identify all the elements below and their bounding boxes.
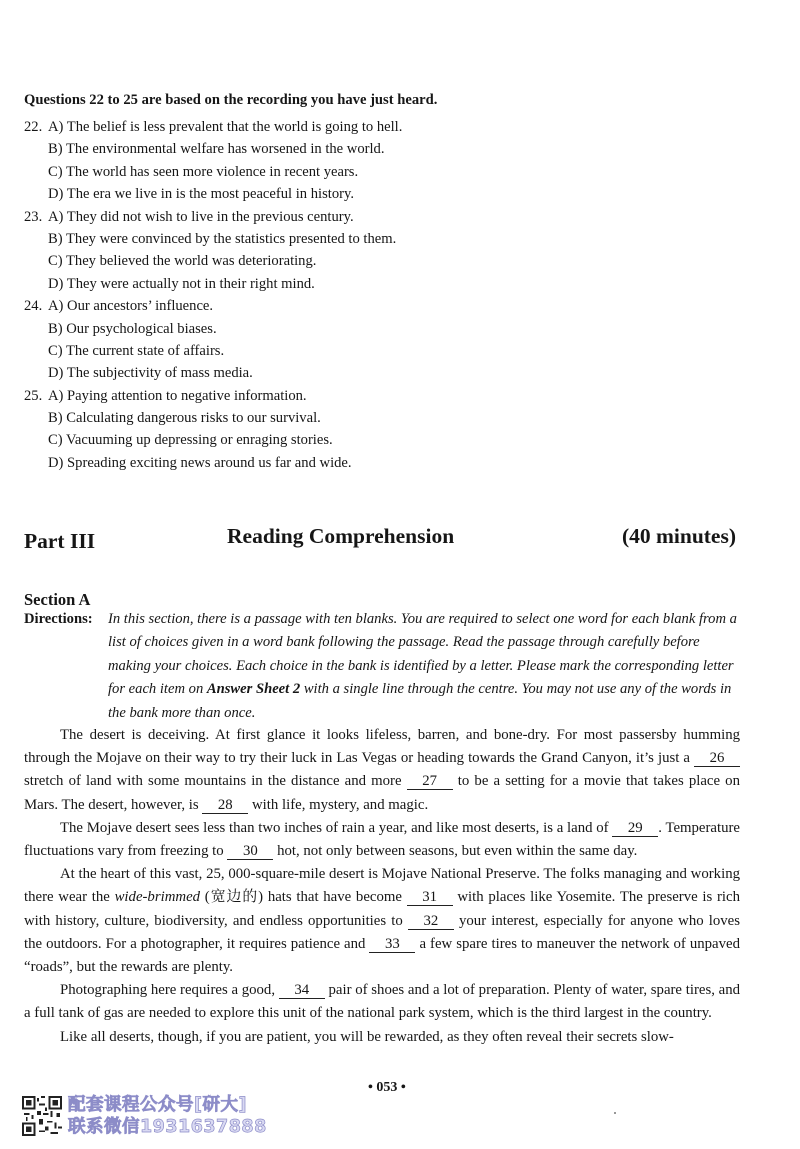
passage-text: At the heart of this vast, 25, 000-square-mile desert is Mojave National Preserve. The folks managing and working there wear the [24, 866, 740, 906]
option-d: D) Spreading exciting news around us far and wide. [48, 454, 352, 471]
option-a: A) Our ancestors’ influence. [48, 298, 214, 315]
option-d: D) The era we live in is the most peaceful in history. [48, 186, 354, 203]
blank-28: 28 [202, 798, 248, 814]
part-title: Reading Comprehension [227, 524, 455, 548]
blank-31: 31 [407, 890, 453, 906]
paragraph-1 [24, 724, 740, 817]
passage-text: hats that have become [263, 889, 407, 906]
answer-sheet-label: Answer Sheet 2 [206, 681, 301, 698]
questions-header: Questions 22 to 25 are based on the recording you have just heard. [24, 92, 438, 108]
directions-text [108, 608, 738, 725]
blank-32: 32 [408, 914, 454, 930]
passage-text: Photographing here requires a good, [60, 982, 279, 999]
option-b: B) Our psychological biases. [48, 320, 217, 337]
option-b: B) They were convinced by the statistics presented to them. [48, 230, 397, 247]
paragraph-5 [24, 1026, 740, 1049]
question-24 [24, 295, 764, 385]
blank-33: 33 [369, 937, 415, 953]
passage-text: The Mojave desert sees less than two inches of rain a year, and like most deserts, is a land of [60, 819, 613, 836]
section-heading: Section A [24, 590, 91, 609]
directions-label: Directions: [24, 611, 93, 627]
qr-code-icon [22, 1096, 62, 1136]
wide-brimmed-term: wide-brimmed [114, 889, 201, 906]
part-time: (40 minutes) [621, 524, 736, 548]
question-number: 23. [24, 208, 43, 225]
promo-watermark [68, 1094, 267, 1138]
directions [24, 608, 738, 725]
directions-text-2: with a single line through the centre. You may not use any of the words in the bank more than once. [108, 681, 732, 721]
passage-text: your interest, especially for anyone who loves the outdoors. For a photographer, it requires patience and [24, 912, 740, 952]
option-b: B) Calculating dangerous risks to our survival. [48, 410, 321, 427]
passage-text: hot, not only between seasons, but even within the same day. [273, 843, 638, 860]
chinese-gloss: (宽边的) [200, 889, 264, 906]
passage-text: The desert is deceiving. At first glance it looks lifeless, barren, and bone-dry. For most passersby humming through the Mojave on their way to try their luck in Las Vegas or heading towards the Grand Canyon, it’s just a [24, 727, 740, 767]
question-25 [24, 385, 764, 475]
question-22 [24, 116, 764, 206]
option-d: D) They were actually not in their right mind. [48, 275, 315, 292]
directions-text-1: In this section, there is a passage with ten blanks. You are required to select one word for each blank from a list of choices given in a word bank following the passage. Read the passage through carefully before making your choices. Each choice in the bank is identified by a letter. Please mark the corresponding letter for each item on [108, 611, 737, 698]
blank-27: 27 [407, 774, 453, 790]
option-a: A) They did not wish to live in the previous century. [48, 208, 354, 225]
paragraph-4 [24, 979, 740, 1025]
option-c: C) Vacuuming up depressing or enraging stories. [48, 432, 333, 449]
passage-text: with life, mystery, and magic. [248, 796, 429, 813]
question-number: 22. [24, 119, 43, 135]
question-23 [24, 206, 764, 296]
option-c: C) The current state of affairs. [48, 342, 225, 359]
passage-text: to be a setting for a movie that takes place on Mars. The desert, however, is [24, 773, 740, 813]
passage-text: stretch of land with some mountains in the distance and more [24, 773, 407, 790]
blank-34: 34 [279, 983, 325, 999]
question-list [24, 116, 764, 474]
passage-text: . Temperature fluctuations vary from freezing to [24, 819, 740, 860]
page-number: • 053 • [368, 1080, 406, 1095]
blank-29: 29 [612, 821, 658, 837]
paragraph-2 [24, 817, 740, 863]
blank-26: 26 [694, 751, 740, 767]
option-d: D) The subjectivity of mass media. [48, 365, 253, 382]
option-c: C) The world has seen more violence in recent years. [48, 163, 359, 180]
passage-text: Like all deserts, though, if you are patient, you will be rewarded, as they often reveal their secrets slow- [60, 1028, 674, 1045]
option-c: C) They believed the world was deteriorating. [48, 253, 317, 270]
promo-line-1: 配套课程公众号[研大] [68, 1095, 247, 1115]
option-a: A) The belief is less prevalent that the world is going to hell. [48, 119, 403, 135]
part-heading [24, 524, 736, 558]
scan-speck [614, 1112, 616, 1114]
promo-line-2: 联系微信1931637888 [68, 1117, 267, 1137]
part-label: Part III [24, 529, 96, 553]
passage-text: a few spare tires to maneuver the network of unpaved “roads”, but the rewards are plenty. [24, 935, 740, 976]
option-a: A) Paying attention to negative information. [48, 387, 307, 404]
passage-text: pair of shoes and a lot of preparation. Plenty of water, spare tires, and a full tank of gas are needed to explore this unit of the national park system, which is the third largest in the country. [24, 982, 740, 1022]
paragraph-3 [24, 863, 740, 979]
option-b: B) The environmental welfare has worsened in the world. [48, 141, 385, 158]
blank-30: 30 [227, 844, 273, 860]
question-number: 24. [24, 298, 43, 315]
question-number: 25. [24, 387, 43, 404]
passage-text: with places like Yosemite. The preserve is rich with history, culture, biodiversity, and endless opportunities to [24, 889, 740, 929]
passage [24, 724, 740, 1049]
